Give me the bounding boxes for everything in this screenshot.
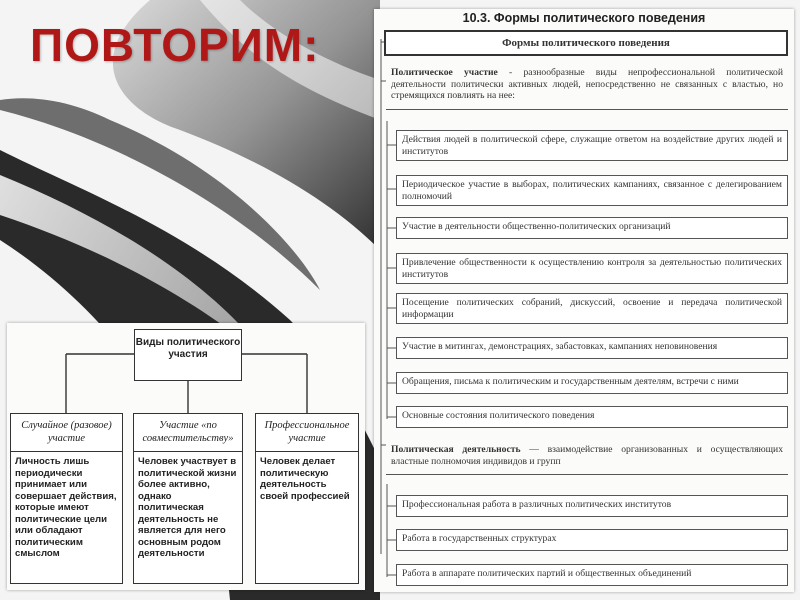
participation-item: Обращения, письма к политическим и государственным деятелям, встречи с ними [396, 372, 788, 394]
type-description-occasional: Личность лишь периодически принимает или совершает действия, которые имеют политические цели или обладают политическим смыслом [10, 451, 123, 584]
activity-item: Работа в государственных структурах [396, 529, 788, 551]
diagram-root-box: Виды политического участия [134, 329, 242, 381]
type-header-occasional: Случайное (разовое) участие [10, 413, 123, 451]
section-political-activity [386, 441, 788, 475]
type-description-part-time: Человек участвует в политической жизни более активно, однако политическая деятельность не является для него основным родом деятельности [133, 451, 243, 584]
participation-item: Основные состояния политического поведения [396, 406, 788, 428]
section-political-participation [386, 64, 788, 110]
section-term: Политическое участие [391, 67, 498, 78]
diagram-head-box: Формы политического поведения [384, 30, 788, 56]
activity-item: Профессиональная работа в различных политических институтов [396, 495, 788, 517]
activity-item: Работа в аппарате политических партий и общественных объединений [396, 564, 788, 586]
headline: ПОВТОРИМ: [30, 19, 320, 71]
type-header-professional: Профессиональное участие [255, 413, 359, 451]
participation-item: Действия людей в политической сфере, служащие ответом на воздействие других людей и институтов [396, 130, 788, 161]
participation-item: Участие в митингах, демонстрациях, забастовках, кампаниях неповиновения [396, 337, 788, 359]
diagram-title: 10.3. Формы политического поведения [462, 11, 706, 25]
participation-item: Привлечение общественности к осуществлению контроля за деятельностью политических институтов [396, 253, 788, 284]
participation-item: Периодическое участие в выборах, политических кампаниях, связанное с делегированием полномочий [396, 175, 788, 206]
participation-item: Участие в деятельности общественно-политических организаций [396, 217, 788, 239]
participation-types-diagram [7, 323, 365, 590]
type-description-professional: Человек делает политическую деятельность своей профессией [255, 451, 359, 584]
section-definition: - разнообразные виды непрофессиональной политической деятельности политически активных людей, непосредственно не связанных с властью, но стремящихся повлиять на нее: [391, 67, 783, 102]
section-definition: — взаимодействие организованных и осуществляющих властные полномочия индивидов и групп [391, 444, 783, 467]
participation-item: Посещение политических собраний, дискуссий, освоение и передача политической информации [396, 293, 788, 324]
section-term: Политическая деятельность [391, 444, 521, 455]
type-header-part-time: Участие «по совместительству» [133, 413, 243, 451]
political-behavior-diagram [374, 9, 794, 592]
